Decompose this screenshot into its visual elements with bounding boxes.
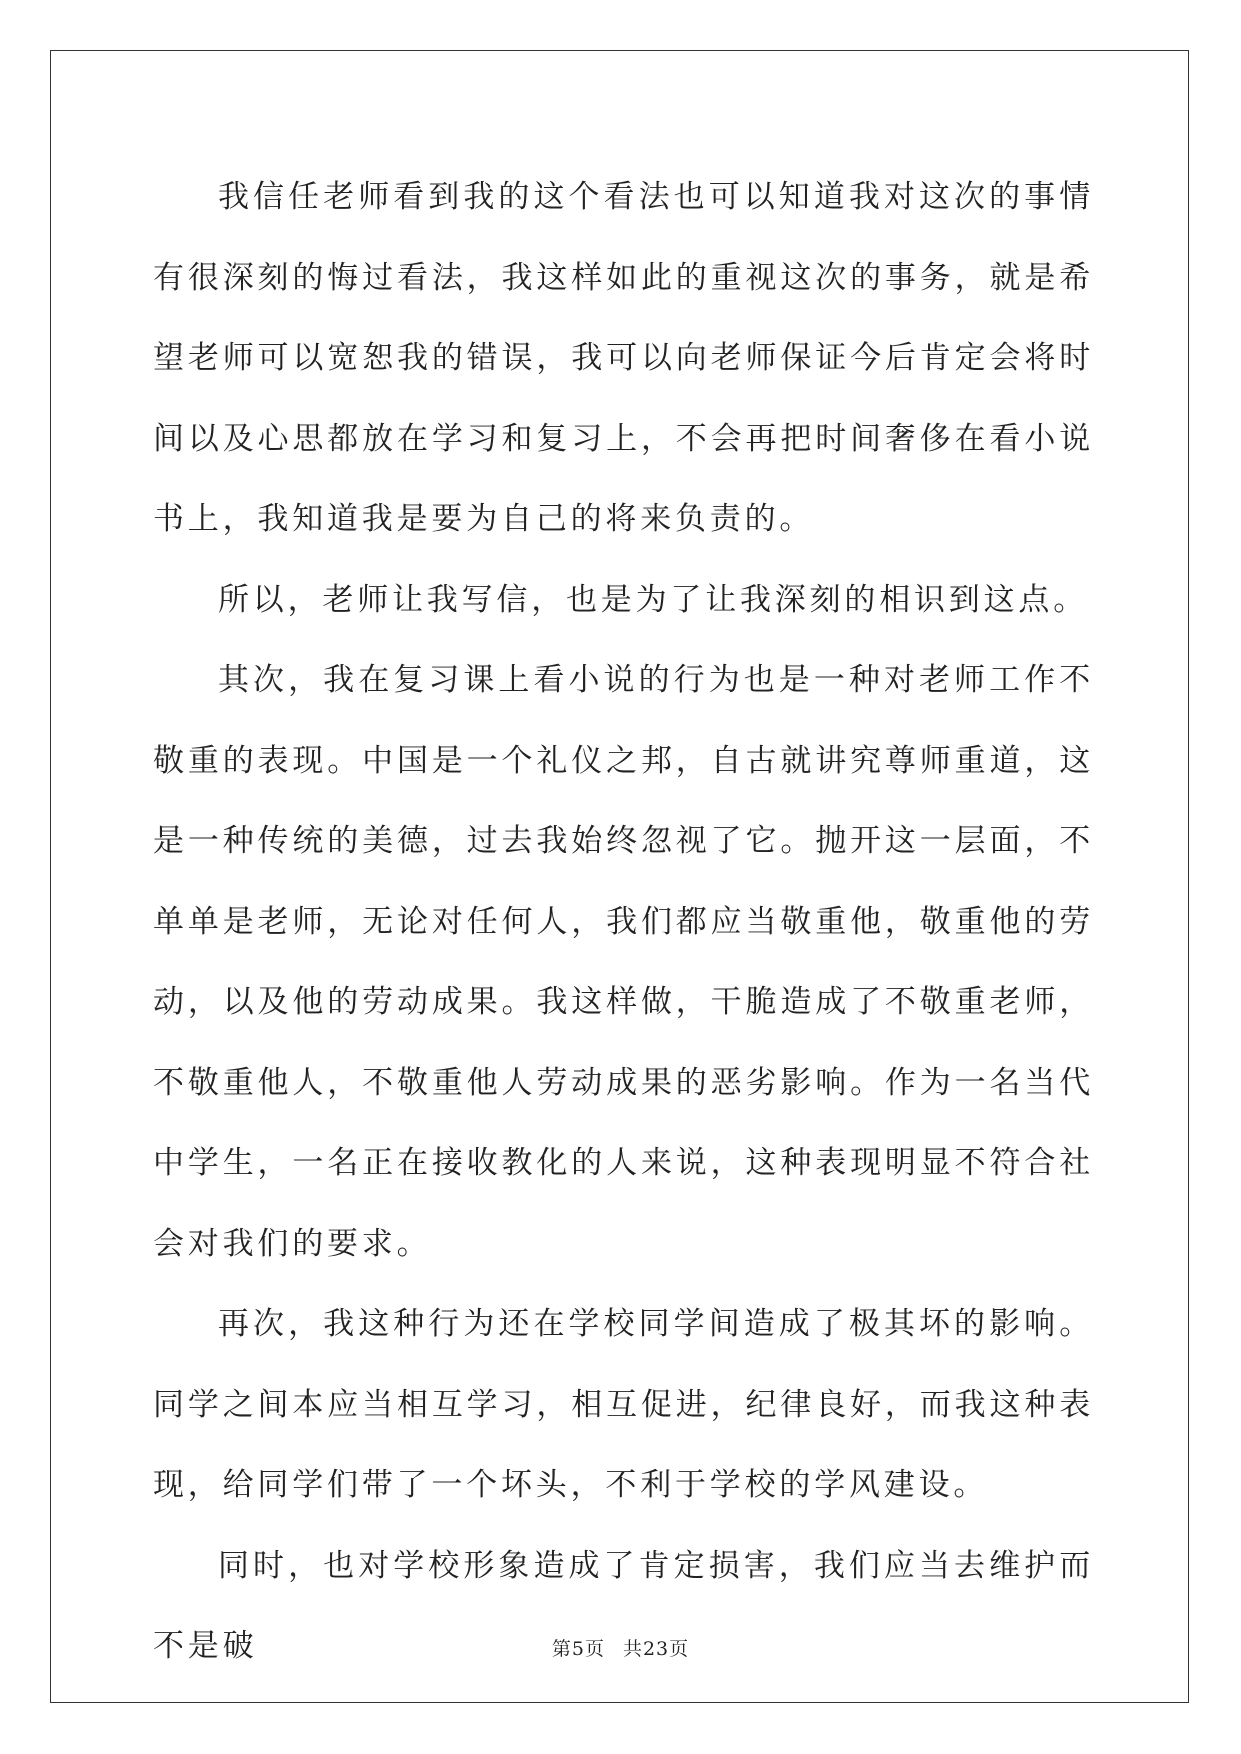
paragraph: 所以，老师让我写信，也是为了让我深刻的相识到这点。	[218, 581, 1088, 618]
document-body	[153, 157, 1094, 1687]
page-footer	[0, 1634, 1241, 1661]
paragraph: 同时，也对学校形象造成了肯定损害，我们应当去维护而不是破	[153, 1547, 1094, 1664]
paragraph: 其次，我在复习课上看小说的行为也是一种对老师工作不敬重的表现。中国是一个礼仪之邦，自古就讲究尊师重道，这是一种传统的美德，过去我始终忽视了它。抛开这一层面，不单单是老师，无论对任何人，我们都应当敬重他，敬重他的劳动，以及他的劳动成果。我这样做，干脆造成了不敬重老师，不敬重他人，不敬重他人劳动成果的恶劣影响。作为一名当代中学生，一名正在接收教化的人来说，这种表现明显不符合社会对我们的要求。	[153, 662, 1094, 1262]
current-page-number: 第5页	[551, 1638, 605, 1660]
paragraph: 我信任老师看到我的这个看法也可以知道我对这次的事情有很深刻的悔过看法，我这样如此的重视这次的事务，就是希望老师可以宽恕我的错误，我可以向老师保证今后肯定会将时间以及心思都放在学习和复习上，不会再把时间奢侈在看小说书上，我知道我是要为自己的将来负责的。	[153, 179, 1094, 537]
total-page-count: 共23页	[622, 1638, 690, 1660]
paragraph: 再次，我这种行为还在学校同学间造成了极其坏的影响。同学之间本应当相互学习，相互促进，纪律良好，而我这种表现，给同学们带了一个坏头，不利于学校的学风建设。	[153, 1306, 1094, 1503]
